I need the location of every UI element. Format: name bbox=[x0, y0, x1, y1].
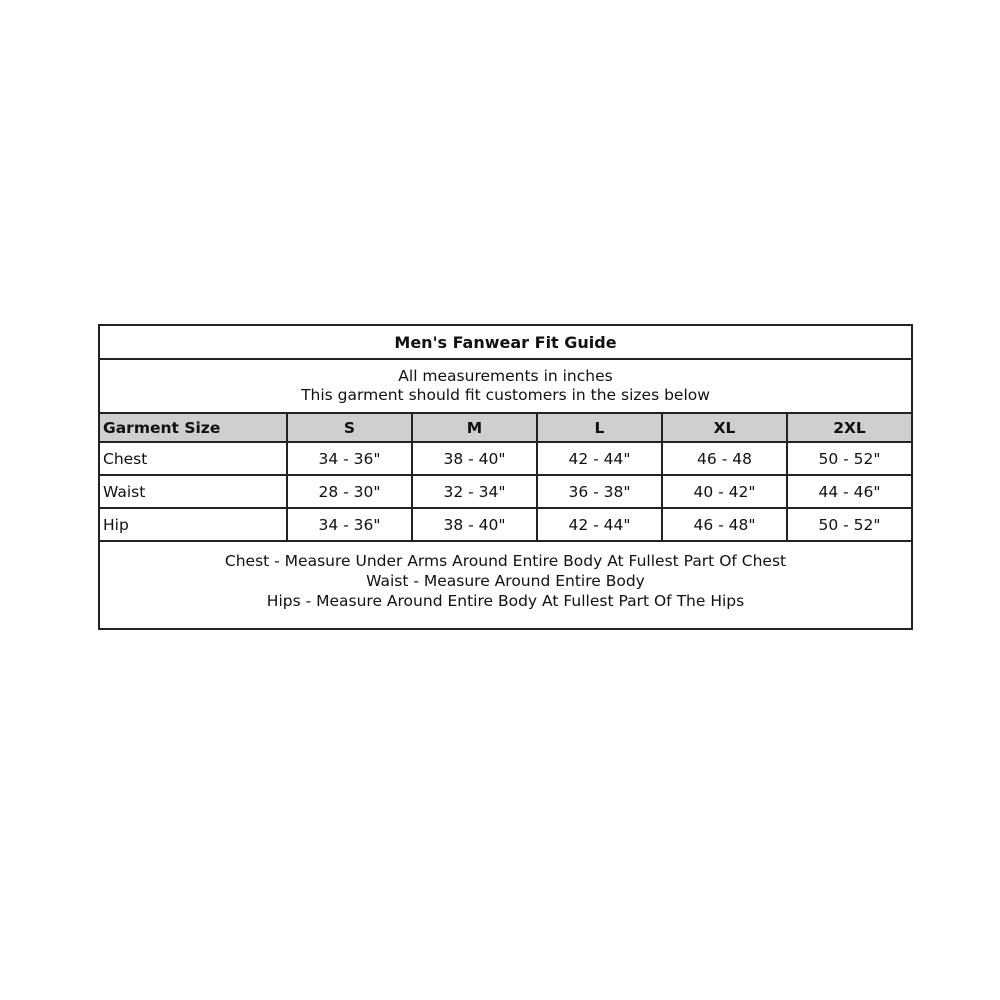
header-label: Garment Size bbox=[100, 414, 288, 441]
size-header-m: M bbox=[413, 414, 538, 441]
table-cell: 50 - 52" bbox=[818, 449, 881, 468]
table-cell: 46 - 48 bbox=[663, 443, 788, 474]
table-row-chest bbox=[100, 443, 911, 476]
row-label: Chest bbox=[100, 443, 288, 474]
table-cell: 44 - 46" bbox=[818, 482, 881, 501]
fit-guide-table bbox=[98, 324, 913, 630]
subtitle-line: This garment should fit customers in the sizes below bbox=[301, 386, 710, 404]
row-label: Waist bbox=[100, 476, 288, 507]
table-cell: 50 - 52" bbox=[818, 515, 881, 534]
table-row-waist bbox=[100, 476, 911, 509]
note-waist: Waist - Measure Around Entire Body bbox=[366, 572, 645, 590]
table-cell: 34 - 36" bbox=[288, 509, 413, 540]
guide-title: Men's Fanwear Fit Guide bbox=[100, 326, 911, 360]
size-header-2xl: 2XL bbox=[788, 414, 911, 441]
note-chest: Chest - Measure Under Arms Around Entire Body At Fullest Part Of Chest bbox=[224, 552, 787, 570]
row-label: Hip bbox=[100, 509, 288, 540]
table-cell: 40 - 42" bbox=[663, 476, 788, 507]
guide-subtitle bbox=[100, 360, 911, 414]
table-cell: 36 - 38" bbox=[538, 476, 663, 507]
size-header-xl: XL bbox=[663, 414, 788, 441]
size-header-row bbox=[100, 414, 911, 443]
table-cell: 34 - 36" bbox=[288, 443, 413, 474]
table-cell: 38 - 40" bbox=[413, 509, 538, 540]
measurement-notes bbox=[100, 542, 911, 620]
table-cell: 32 - 34" bbox=[413, 476, 538, 507]
subtitle-line: All measurements in inches bbox=[398, 367, 613, 385]
size-header-s: S bbox=[288, 414, 413, 441]
table-cell: 46 - 48" bbox=[663, 509, 788, 540]
table-cell: 42 - 44" bbox=[538, 443, 663, 474]
table-cell: 28 - 30" bbox=[288, 476, 413, 507]
table-cell: 42 - 44" bbox=[538, 509, 663, 540]
note-hips: Hips - Measure Around Entire Body At Fullest Part Of The Hips bbox=[266, 592, 745, 610]
table-row-hip bbox=[100, 509, 911, 542]
size-header-l: L bbox=[538, 414, 663, 441]
table-cell: 38 - 40" bbox=[413, 443, 538, 474]
